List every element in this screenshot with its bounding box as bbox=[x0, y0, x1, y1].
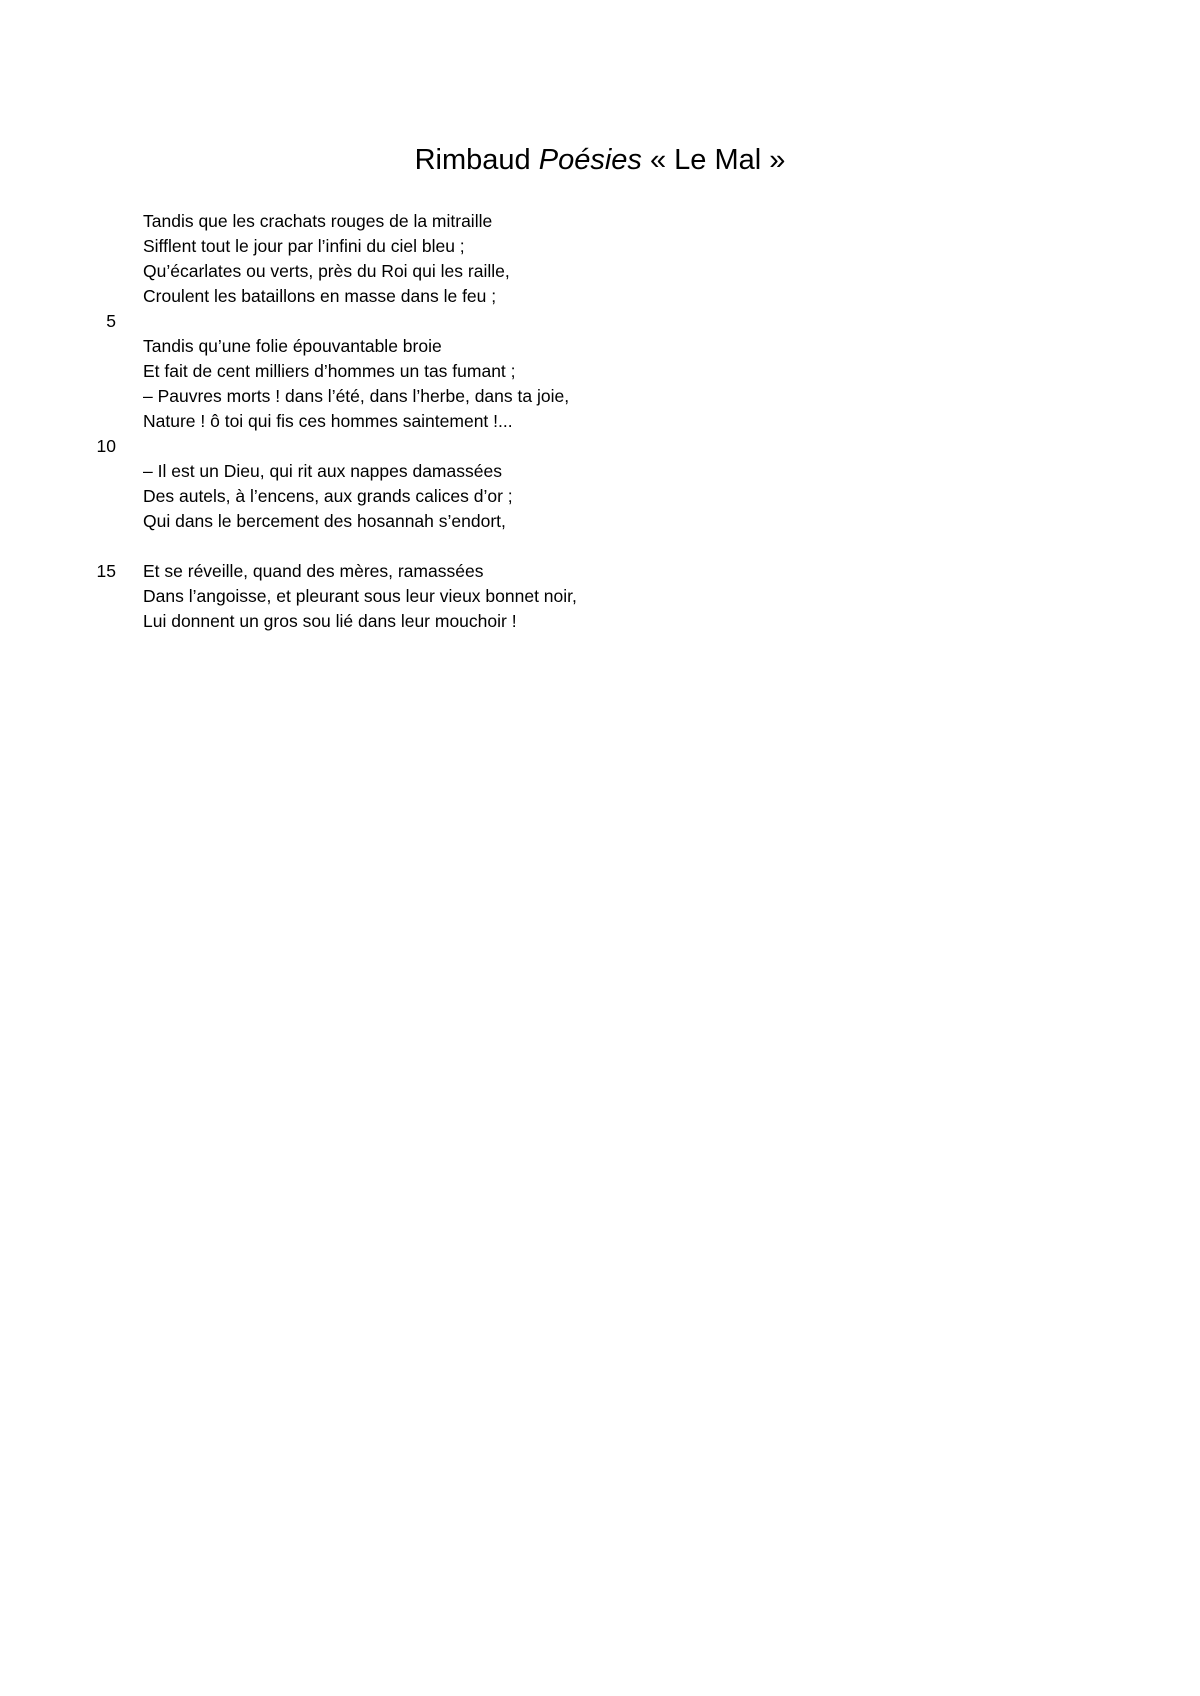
poem-line bbox=[0, 533, 1200, 560]
poem-line bbox=[0, 233, 1200, 260]
poem-line bbox=[0, 333, 1200, 360]
title-poem: « Le Mal » bbox=[649, 144, 786, 176]
poem-line bbox=[0, 458, 1200, 485]
poem-line bbox=[0, 608, 1200, 635]
poem-line bbox=[0, 408, 1200, 435]
line-text: Et se réveille, quand des mères, ramassées bbox=[143, 561, 484, 581]
poem-line bbox=[0, 308, 1200, 335]
line-number: 15 bbox=[96, 561, 116, 581]
line-text: Tandis que les crachats rouges de la mitraille bbox=[143, 211, 493, 231]
line-text: Et fait de cent milliers d’hommes un tas fumant ; bbox=[143, 361, 516, 381]
line-text: Sifflent tout le jour par l’infini du ciel bleu ; bbox=[143, 236, 465, 256]
poem-line bbox=[0, 358, 1200, 385]
poem-line bbox=[0, 208, 1200, 235]
line-text: Nature ! ô toi qui fis ces hommes saintement !... bbox=[143, 411, 513, 431]
poem-line bbox=[0, 258, 1200, 285]
line-text: Croulent les bataillons en masse dans le feu ; bbox=[143, 286, 497, 306]
poem-line bbox=[0, 483, 1200, 510]
title-author: Rimbaud bbox=[414, 144, 531, 176]
line-number: 10 bbox=[96, 436, 116, 456]
poem-line bbox=[0, 283, 1200, 310]
poem-line bbox=[0, 508, 1200, 535]
line-text: Qui dans le bercement des hosannah s’endort, bbox=[143, 511, 506, 531]
poem-line bbox=[0, 558, 1200, 585]
line-text: Qu’écarlates ou verts, près du Roi qui les raille, bbox=[143, 261, 510, 281]
page-title bbox=[0, 142, 1200, 178]
line-text: Tandis qu’une folie épouvantable broie bbox=[143, 336, 442, 356]
line-text: Des autels, à l’encens, aux grands calices d’or ; bbox=[143, 486, 513, 506]
line-text: Dans l’angoisse, et pleurant sous leur vieux bonnet noir, bbox=[143, 586, 577, 606]
title-work: Poésies bbox=[538, 144, 642, 176]
poem-line bbox=[0, 583, 1200, 610]
line-text: – Pauvres morts ! dans l’été, dans l’herbe, dans ta joie, bbox=[143, 386, 570, 406]
line-text: Lui donnent un gros sou lié dans leur mouchoir ! bbox=[143, 611, 517, 631]
poem-line bbox=[0, 383, 1200, 410]
poem-line bbox=[0, 433, 1200, 460]
line-text: – Il est un Dieu, qui rit aux nappes damassées bbox=[143, 461, 502, 481]
line-number: 5 bbox=[106, 311, 116, 331]
